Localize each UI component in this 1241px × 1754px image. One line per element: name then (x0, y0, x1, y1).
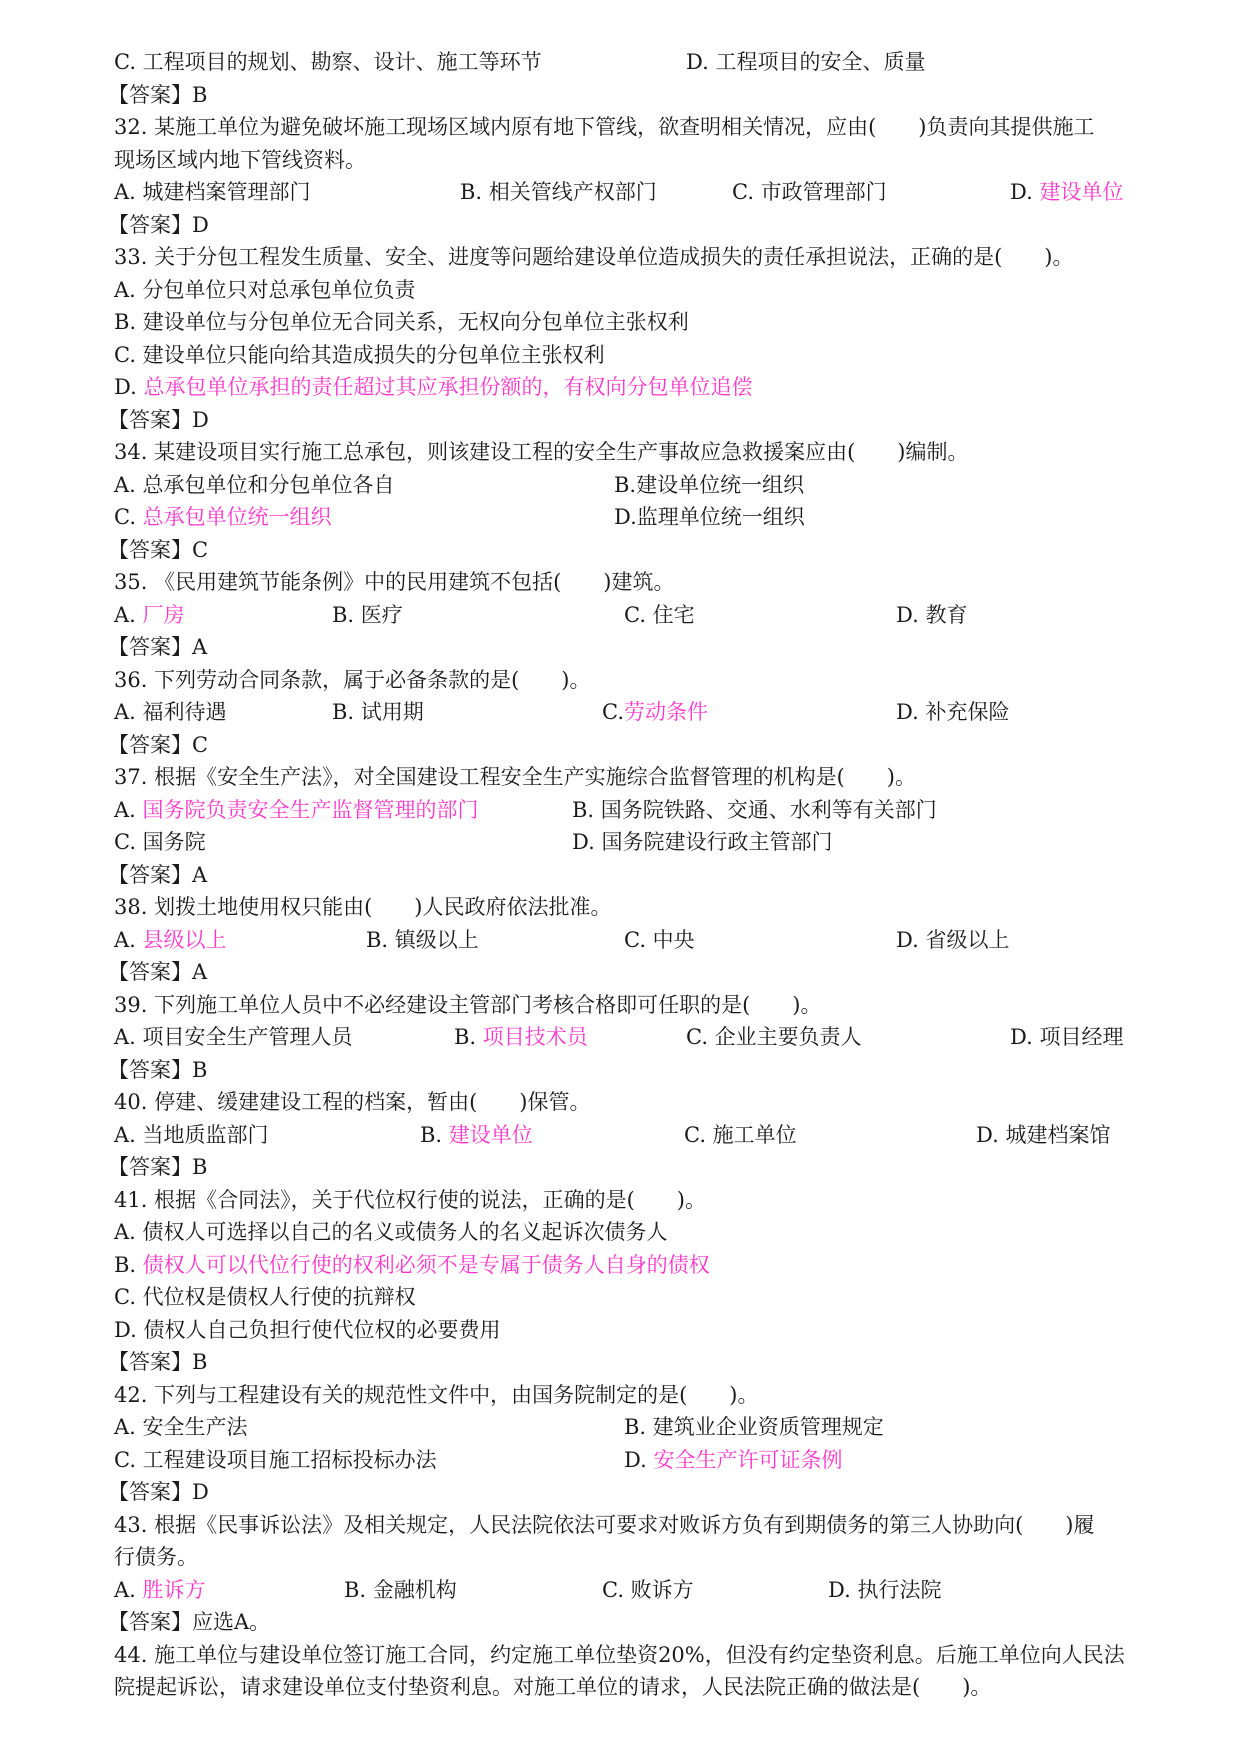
option-text: 建设单位与分包单位无合同关系，无权向分包单位主张权利 (142, 310, 689, 334)
option-text-correct: 安全生产许可证条例 (653, 1447, 843, 1472)
option-letter: D. (1010, 1025, 1040, 1049)
option-letter: D. (624, 1447, 654, 1472)
option-letter: D. (614, 505, 637, 529)
question-text: 41. 根据《合同法》，关于代位权行使的说法，正确的是( )。 (114, 1187, 706, 1212)
option (896, 599, 967, 632)
option-text: 医疗 (360, 602, 403, 627)
option (114, 599, 185, 632)
option-text: 国务院 (142, 830, 206, 854)
question-text: 44. 施工单位与建设单位签订施工合同，约定施工单位垫资20%，但没有约定垫资利息。后施工单位向人民法 (114, 1642, 1125, 1667)
option-text: 安全生产法 (142, 1415, 248, 1439)
option-text: 债权人可选择以自己的名义或债务人的名义起诉次债务人 (142, 1220, 668, 1244)
question-text: 38. 划拨土地使用权只能由( )人民政府依法批准。 (114, 895, 612, 919)
option (114, 1216, 668, 1249)
option (686, 1021, 862, 1054)
answer-line: 【答案】B (108, 1155, 208, 1179)
option-text: 中央 (652, 927, 695, 952)
option-letter: B. (114, 1252, 143, 1277)
question-text: 33. 关于分包工程发生质量、安全、进度等问题给建设单位造成损失的责任承担说法，正确的是( )。 (114, 245, 1074, 269)
option (896, 924, 1009, 957)
option-letter: D. (686, 50, 716, 74)
option-letter: A. (114, 602, 143, 627)
option-letter: C. (602, 700, 624, 724)
option-text-correct: 厂房 (142, 602, 185, 627)
option (686, 46, 925, 79)
option-text: 工程项目的规划、勘察、设计、施工等环节 (142, 50, 542, 74)
option-letter: A. (114, 1220, 143, 1244)
option-letter: D. (896, 700, 926, 724)
answer-line: 【答案】C (108, 732, 209, 757)
option-text: 债权人自己负担行使代位权的必要费用 (143, 1317, 501, 1342)
option-letter: B. (454, 1025, 483, 1049)
option-letter: C. (686, 1025, 715, 1049)
option (332, 599, 403, 632)
option-letter: A. (114, 277, 143, 302)
option-text: 建设单位统一组织 (636, 472, 805, 497)
option-text: 监理单位统一组织 (636, 505, 805, 529)
option-text: 败诉方 (630, 1577, 694, 1602)
question-text: 43. 根据《民事诉讼法》及相关规定，人民法院依法可要求对败诉方负有到期债务的第三人协助向( )履 (114, 1512, 1095, 1537)
option-letter: A. (114, 472, 143, 497)
option-letter: B. (420, 1122, 449, 1147)
option-row (114, 1411, 1144, 1444)
option (114, 274, 416, 307)
option-text: 镇级以上 (394, 927, 479, 952)
option-letter: D. (1010, 180, 1040, 204)
option-text: 工程建设项目施工招标投标办法 (142, 1447, 437, 1472)
option (114, 1574, 206, 1607)
question-text: 40. 停建、缓建建设工程的档案，暂由( )保管。 (114, 1090, 591, 1114)
option-row (114, 176, 1144, 209)
option (114, 1021, 353, 1054)
option (114, 696, 227, 729)
option-letter: C. (624, 602, 653, 627)
answer-line: 【答案】B (108, 1350, 208, 1374)
option (602, 696, 708, 729)
option-text: 工程项目的安全、质量 (715, 50, 926, 74)
option-letter: C. (114, 342, 143, 367)
question-text: 37. 根据《安全生产法》，对全国建设工程安全生产实施综合监督管理的机构是( )。 (114, 765, 916, 789)
option-letter: A. (114, 797, 143, 822)
option (114, 1444, 437, 1477)
option-text: 代位权是债权人行使的抗辩权 (142, 1285, 416, 1309)
option-text: 金融机构 (372, 1577, 457, 1602)
option-letter: C. (602, 1577, 631, 1602)
option (828, 1574, 941, 1607)
option-row (114, 794, 1144, 827)
option-text: 建筑业企业资质管理规定 (652, 1415, 884, 1439)
option-text: 市政管理部门 (760, 180, 887, 204)
option-text-correct: 总承包单位承担的责任超过其应承担份额的，有权向分包单位追偿 (143, 375, 753, 399)
option-letter: A. (114, 1122, 143, 1147)
option-text-correct: 总承包单位统一组织 (142, 505, 332, 529)
option (114, 1314, 500, 1347)
option (624, 599, 695, 632)
option (454, 1021, 588, 1054)
option-letter: C. (114, 1285, 143, 1309)
question-text: 35. 《民用建筑节能条例》中的民用建筑不包括( )建筑。 (114, 570, 675, 594)
option (114, 339, 605, 372)
option-text: 教育 (925, 602, 968, 627)
option (602, 1574, 694, 1607)
option (114, 46, 542, 79)
option-row (114, 1216, 1144, 1249)
option-letter: B. (366, 927, 395, 952)
option-text: 施工单位 (712, 1122, 797, 1147)
question-text: 39. 下列施工单位人员中不必经建设主管部门考核合格即可任职的是( )。 (114, 992, 822, 1017)
option-text-correct: 项目技术员 (482, 1025, 588, 1049)
option-text: 企业主要负责人 (714, 1025, 862, 1049)
option-text: 执行法院 (857, 1577, 942, 1602)
question-text: 院提起诉讼，请求建设单位支付垫资利息。对施工单位的请求，人民法院正确的做法是( )。 (114, 1675, 992, 1699)
option-row (114, 599, 1144, 632)
option-letter: D. (114, 1317, 144, 1342)
option-letter: D. (114, 375, 144, 399)
option-text: 建设单位只能向给其造成损失的分包单位主张权利 (142, 342, 605, 367)
option-text: 当地质监部门 (142, 1122, 269, 1147)
option (114, 501, 332, 534)
option-row (114, 469, 1144, 502)
option-text: 城建档案管理部门 (142, 180, 311, 204)
option-text: 分包单位只对总承包单位负责 (142, 277, 416, 302)
option (1010, 176, 1123, 209)
question-text: 42. 下列与工程建设有关的规范性文件中，由国务院制定的是( )。 (114, 1382, 759, 1407)
option-text-correct: 建设单位 (448, 1122, 533, 1147)
option (114, 1249, 710, 1282)
option-letter: B. (344, 1577, 373, 1602)
option (366, 924, 479, 957)
option-letter: C. (114, 1447, 143, 1472)
option-row (114, 274, 1144, 307)
question-text: 36. 下列劳动合同条款，属于必备条款的是( )。 (114, 667, 591, 692)
option (732, 176, 887, 209)
option-text-correct: 劳动条件 (624, 700, 708, 724)
option (976, 1119, 1110, 1152)
option-letter: C. (684, 1122, 713, 1147)
answer-line: 【答案】A (108, 862, 208, 887)
option-letter: B. (460, 180, 489, 204)
question-text: 现场区域内地下管线资料。 (114, 147, 366, 172)
option-row (114, 339, 1144, 372)
option-letter: D. (572, 830, 602, 854)
option-text: 城建档案馆 (1005, 1122, 1111, 1147)
option-text: 省级以上 (925, 927, 1010, 952)
option (114, 469, 395, 502)
option-text: 国务院铁路、交通、水利等有关部门 (600, 797, 937, 822)
option-letter: D. (896, 602, 926, 627)
option-row (114, 826, 1144, 859)
option-row (114, 1444, 1144, 1477)
answer-line: 【答案】D (108, 212, 209, 237)
answer-line: 【答案】B (108, 82, 208, 107)
option (332, 696, 424, 729)
option (614, 501, 805, 534)
answer-line: 【答案】D (108, 407, 209, 432)
answer-line: 【答案】A (108, 960, 208, 984)
option (684, 1119, 797, 1152)
option-text-correct: 国务院负责安全生产监督管理的部门 (142, 797, 479, 822)
option (114, 826, 206, 859)
answer-line: 【答案】B (108, 1057, 208, 1082)
option-letter: D. (828, 1577, 858, 1602)
question-text: 行债务。 (114, 1545, 198, 1569)
option-letter: B. (332, 602, 361, 627)
option-row (114, 1119, 1144, 1152)
option-row (114, 1021, 1144, 1054)
option (420, 1119, 533, 1152)
option-letter: A. (114, 1577, 143, 1602)
answer-line: 【答案】C (108, 537, 209, 562)
option-text: 补充保险 (925, 700, 1010, 724)
question-text: 32. 某施工单位为避免破坏施工现场区域内原有地下管线，欲查明相关情况，应由( )负责向其提供施工 (114, 115, 1095, 139)
option-letter: B. (614, 472, 637, 497)
option-text-correct: 建设单位 (1039, 180, 1124, 204)
option-letter: B. (332, 700, 361, 724)
answer-line: 【答案】应选A。 (108, 1610, 271, 1634)
option (114, 176, 311, 209)
option-letter: B. (624, 1415, 653, 1439)
option-letter: A. (114, 700, 143, 724)
answer-line: 【答案】A (108, 635, 208, 659)
option-text: 项目安全生产管理人员 (142, 1025, 353, 1049)
option-text: 试用期 (360, 700, 424, 724)
answer-line: 【答案】D (108, 1480, 209, 1504)
option (114, 1411, 248, 1444)
option-letter: B. (572, 797, 601, 822)
option (624, 924, 695, 957)
option-letter: A. (114, 1415, 143, 1439)
option (1010, 1021, 1123, 1054)
option-row (114, 306, 1144, 339)
option (114, 794, 479, 827)
option-letter: A. (114, 1025, 143, 1049)
option-letter: D. (896, 927, 926, 952)
option-text: 住宅 (652, 602, 695, 627)
option (614, 469, 804, 502)
option-row (114, 1314, 1144, 1347)
option (114, 924, 227, 957)
option-letter: C. (624, 927, 653, 952)
option-text: 总承包单位和分包单位各自 (142, 472, 395, 497)
option (344, 1574, 457, 1607)
option-letter: C. (114, 50, 143, 74)
option-text-correct: 县级以上 (142, 927, 227, 952)
option-text-correct: 债权人可以代位行使的权利必须不是专属于债务人自身的债权 (142, 1252, 710, 1277)
option (896, 696, 1009, 729)
option-row (114, 371, 1144, 404)
option-letter: A. (114, 927, 143, 952)
option-row (114, 1574, 1144, 1607)
option-row (114, 46, 1144, 79)
option (572, 794, 937, 827)
option (114, 306, 689, 339)
option-letter: B. (114, 310, 143, 334)
option-row (114, 1281, 1144, 1314)
option-row (114, 1249, 1144, 1282)
option (624, 1411, 884, 1444)
option-row (114, 924, 1144, 957)
option (624, 1444, 842, 1477)
option-letter: C. (114, 505, 143, 529)
option (114, 1119, 269, 1152)
option-text: 福利待遇 (142, 700, 227, 724)
option-text: 相关管线产权部门 (488, 180, 657, 204)
option (114, 1281, 416, 1314)
exam-document (108, 46, 1144, 1704)
option-text: 国务院建设行政主管部门 (601, 830, 833, 854)
option (572, 826, 832, 859)
option (114, 371, 752, 404)
option (460, 176, 657, 209)
option-text-correct: 胜诉方 (142, 1577, 206, 1602)
option-text: 项目经理 (1039, 1025, 1124, 1049)
option-row (114, 696, 1144, 729)
option-letter: A. (114, 180, 143, 204)
option-letter: C. (114, 830, 143, 854)
option-row (114, 501, 1144, 534)
option-letter: D. (976, 1122, 1006, 1147)
question-text: 34. 某建设项目实行施工总承包，则该建设工程的安全生产事故应急救援案应由( )编制。 (114, 440, 969, 464)
option-letter: C. (732, 180, 761, 204)
